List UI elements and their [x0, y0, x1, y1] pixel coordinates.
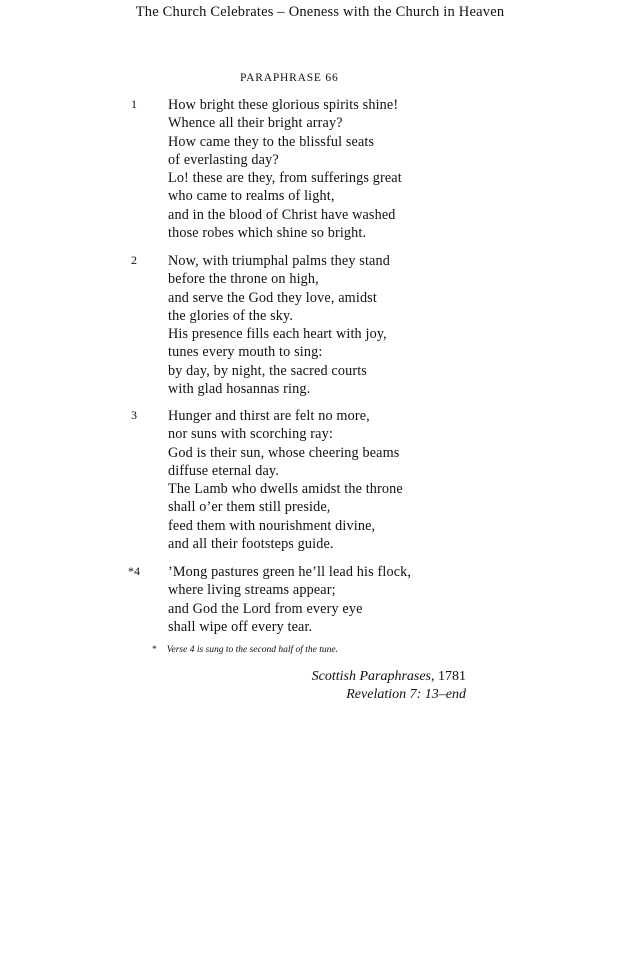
- verse-line: His presence fills each heart with joy,: [168, 326, 387, 343]
- verse-line: How bright these glorious spirits shine!: [168, 97, 399, 113]
- scripture-reference: Revelation 7: 13–end: [346, 687, 466, 702]
- verse-line: and in the blood of Christ have washed: [168, 206, 396, 223]
- verse-line: shall o’er them still preside,: [168, 499, 331, 516]
- verse-line: feed them with nourishment divine,: [168, 517, 376, 534]
- verse-line: The Lamb who dwells amidst the throne: [168, 481, 403, 498]
- verse-line: Hunger and thirst are felt no more,: [168, 408, 370, 424]
- verse-line: Whence all their bright array?: [168, 115, 343, 132]
- verse-line: and God the Lord from every eye: [168, 600, 363, 617]
- footnote-mark: *: [152, 645, 157, 655]
- verse-line: ’Mong pastures green he’ll lead his flock,: [168, 564, 412, 580]
- verse-line: the glories of the sky.: [168, 307, 294, 324]
- running-head: The Church Celebrates – Oneness with the Church in Heaven: [135, 4, 505, 20]
- verse-number: 3: [131, 408, 137, 422]
- verse-lines: [168, 407, 403, 553]
- verse-line: those robes which shine so bright.: [168, 225, 367, 242]
- verse-number: *4: [128, 564, 140, 578]
- hymn-title: PARAPHRASE 66: [240, 72, 339, 84]
- verse-line: Lo! these are they, from sufferings great: [168, 170, 402, 187]
- verse-line: tunes every mouth to sing:: [168, 344, 323, 361]
- source-title: Scottish Paraphrases,: [311, 669, 435, 684]
- footnote-text: Verse 4 is sung to the second half of the tune.: [166, 645, 338, 655]
- verse-line: shall wipe off every tear.: [168, 618, 313, 635]
- verse-line: and all their footsteps guide.: [168, 536, 334, 553]
- verse-line: with glad hosannas ring.: [168, 381, 311, 398]
- verse-line: of everlasting day?: [168, 151, 279, 168]
- verse-line: Now, with triumphal palms they stand: [168, 253, 390, 269]
- verse-line: and serve the God they love, amidst: [168, 289, 377, 306]
- verse-lines: [168, 252, 390, 398]
- verse-line: How came they to the blissful seats: [168, 133, 375, 150]
- verse-number: 2: [131, 253, 137, 267]
- verse-line: by day, by night, the sacred courts: [168, 362, 367, 379]
- attribution-source: [312, 669, 466, 685]
- verse-number: 1: [131, 97, 137, 111]
- verse-line: diffuse eternal day.: [168, 462, 279, 479]
- verse-lines: [168, 96, 402, 242]
- verse-line: before the throne on high,: [168, 271, 319, 288]
- source-year: 1781: [438, 669, 466, 684]
- verse-line: God is their sun, whose cheering beams: [168, 444, 400, 461]
- footnote: [152, 645, 338, 655]
- verse-line: nor suns with scorching ray:: [168, 426, 333, 443]
- verse-lines: [168, 563, 411, 636]
- verse-line: where living streams appear;: [168, 582, 336, 599]
- verse-line: who came to realms of light,: [168, 188, 335, 205]
